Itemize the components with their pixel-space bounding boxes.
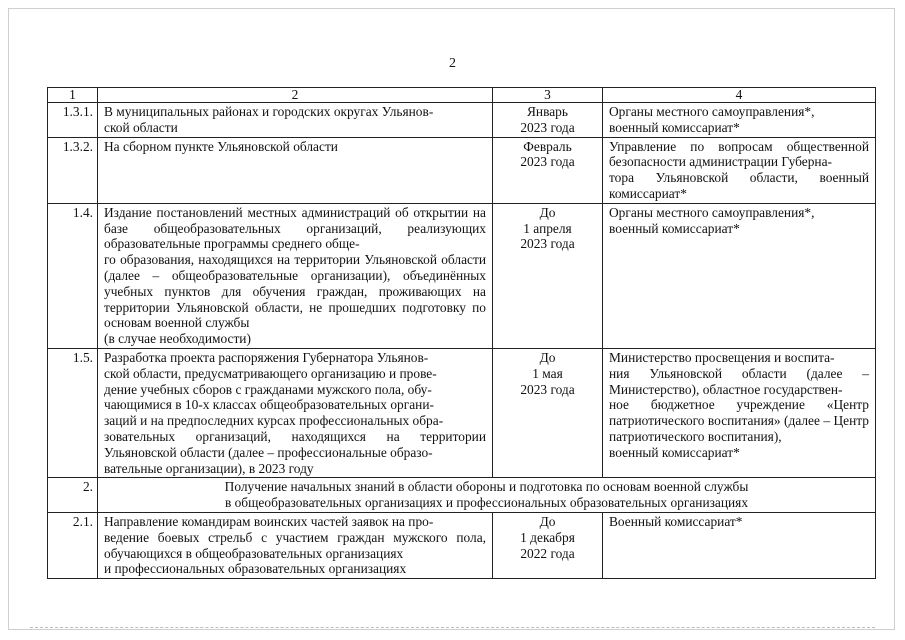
row-responsible: Органы местного самоуправления*, военный комиссариат* [603, 203, 876, 348]
column-header: 2 [98, 88, 493, 103]
row-number: 1.4. [48, 203, 98, 348]
row-responsible: Военный комиссариат* [603, 512, 876, 578]
row-deadline: Февраль 2023 года [493, 137, 603, 203]
page-number: 2 [449, 56, 456, 71]
section-number: 2. [48, 478, 98, 513]
row-deadline: Январь 2023 года [493, 103, 603, 138]
column-header: 1 [48, 88, 98, 103]
row-description: В муниципальных районах и городских округах Ульянов- ской области [98, 103, 493, 138]
column-header: 3 [493, 88, 603, 103]
column-header: 4 [603, 88, 876, 103]
row-deadline: До 1 мая 2023 года [493, 348, 603, 477]
section-row [48, 478, 876, 513]
table-row [48, 137, 876, 203]
row-responsible: Органы местного самоуправления*, военный комиссариат* [603, 103, 876, 138]
row-deadline: До 1 апреля 2023 года [493, 203, 603, 348]
table-row [48, 512, 876, 578]
row-responsible: Управление по вопросам общественной безопасности администрации Губерна- тора Ульяновской области, военный комиссариат* [603, 137, 876, 203]
row-number: 1.3.1. [48, 103, 98, 138]
table-row [48, 103, 876, 138]
row-number: 1.5. [48, 348, 98, 477]
row-description: Направление командирам воинских частей заявок на про- ведение боевых стрельб с участием граждан мужского пола, обучающихся в общеобразовательных организациях и профессиональных образовательных организациях [98, 512, 493, 578]
row-responsible: Министерство просвещения и воспита- ния Ульяновской области (далее – Министерство), областное государствен- ное бюджетное учреждение «Центр патриотического воспитания» (далее – Центр патриотического воспитания), военный комиссариат* [603, 348, 876, 477]
table-row [48, 203, 876, 348]
row-number: 2.1. [48, 512, 98, 578]
document-table [47, 87, 876, 579]
bottom-scan-edge [30, 627, 875, 628]
table-header-row [48, 88, 876, 103]
row-deadline: До 1 декабря 2022 года [493, 512, 603, 578]
section-title: Получение начальных знаний в области обороны и подготовка по основам военной службы в общеобразовательных организациях и профессиональных образовательных организациях [98, 478, 876, 513]
row-description: Разработка проекта распоряжения Губернатора Ульянов- ской области, предусматривающего организацию и прове- дение учебных сборов с гражданами мужского пола, обу- чающимися в 10-х классах общеобразовательных органи- заций и на предпоследних курсах профессиональных обра- зовательных организаций, находящихся на территории Ульяновской области (далее – профессиональные образо- вательные организации), в 2023 году [98, 348, 493, 477]
row-description: На сборном пункте Ульяновской области [98, 137, 493, 203]
table-row [48, 348, 876, 477]
row-number: 1.3.2. [48, 137, 98, 203]
row-description: Издание постановлений местных администраций об открытии на базе общеобразовательных организаций, реализующих образовательные программы среднего обще- го образования, находящихся на территории Ульяновской области (далее – общеобразовательные организации), объединённых учебных пунктов для обучения граждан, проживающих на территории Ульяновской области, не прошедших подготовку по основам военной службы (в случае необходимости) [98, 203, 493, 348]
